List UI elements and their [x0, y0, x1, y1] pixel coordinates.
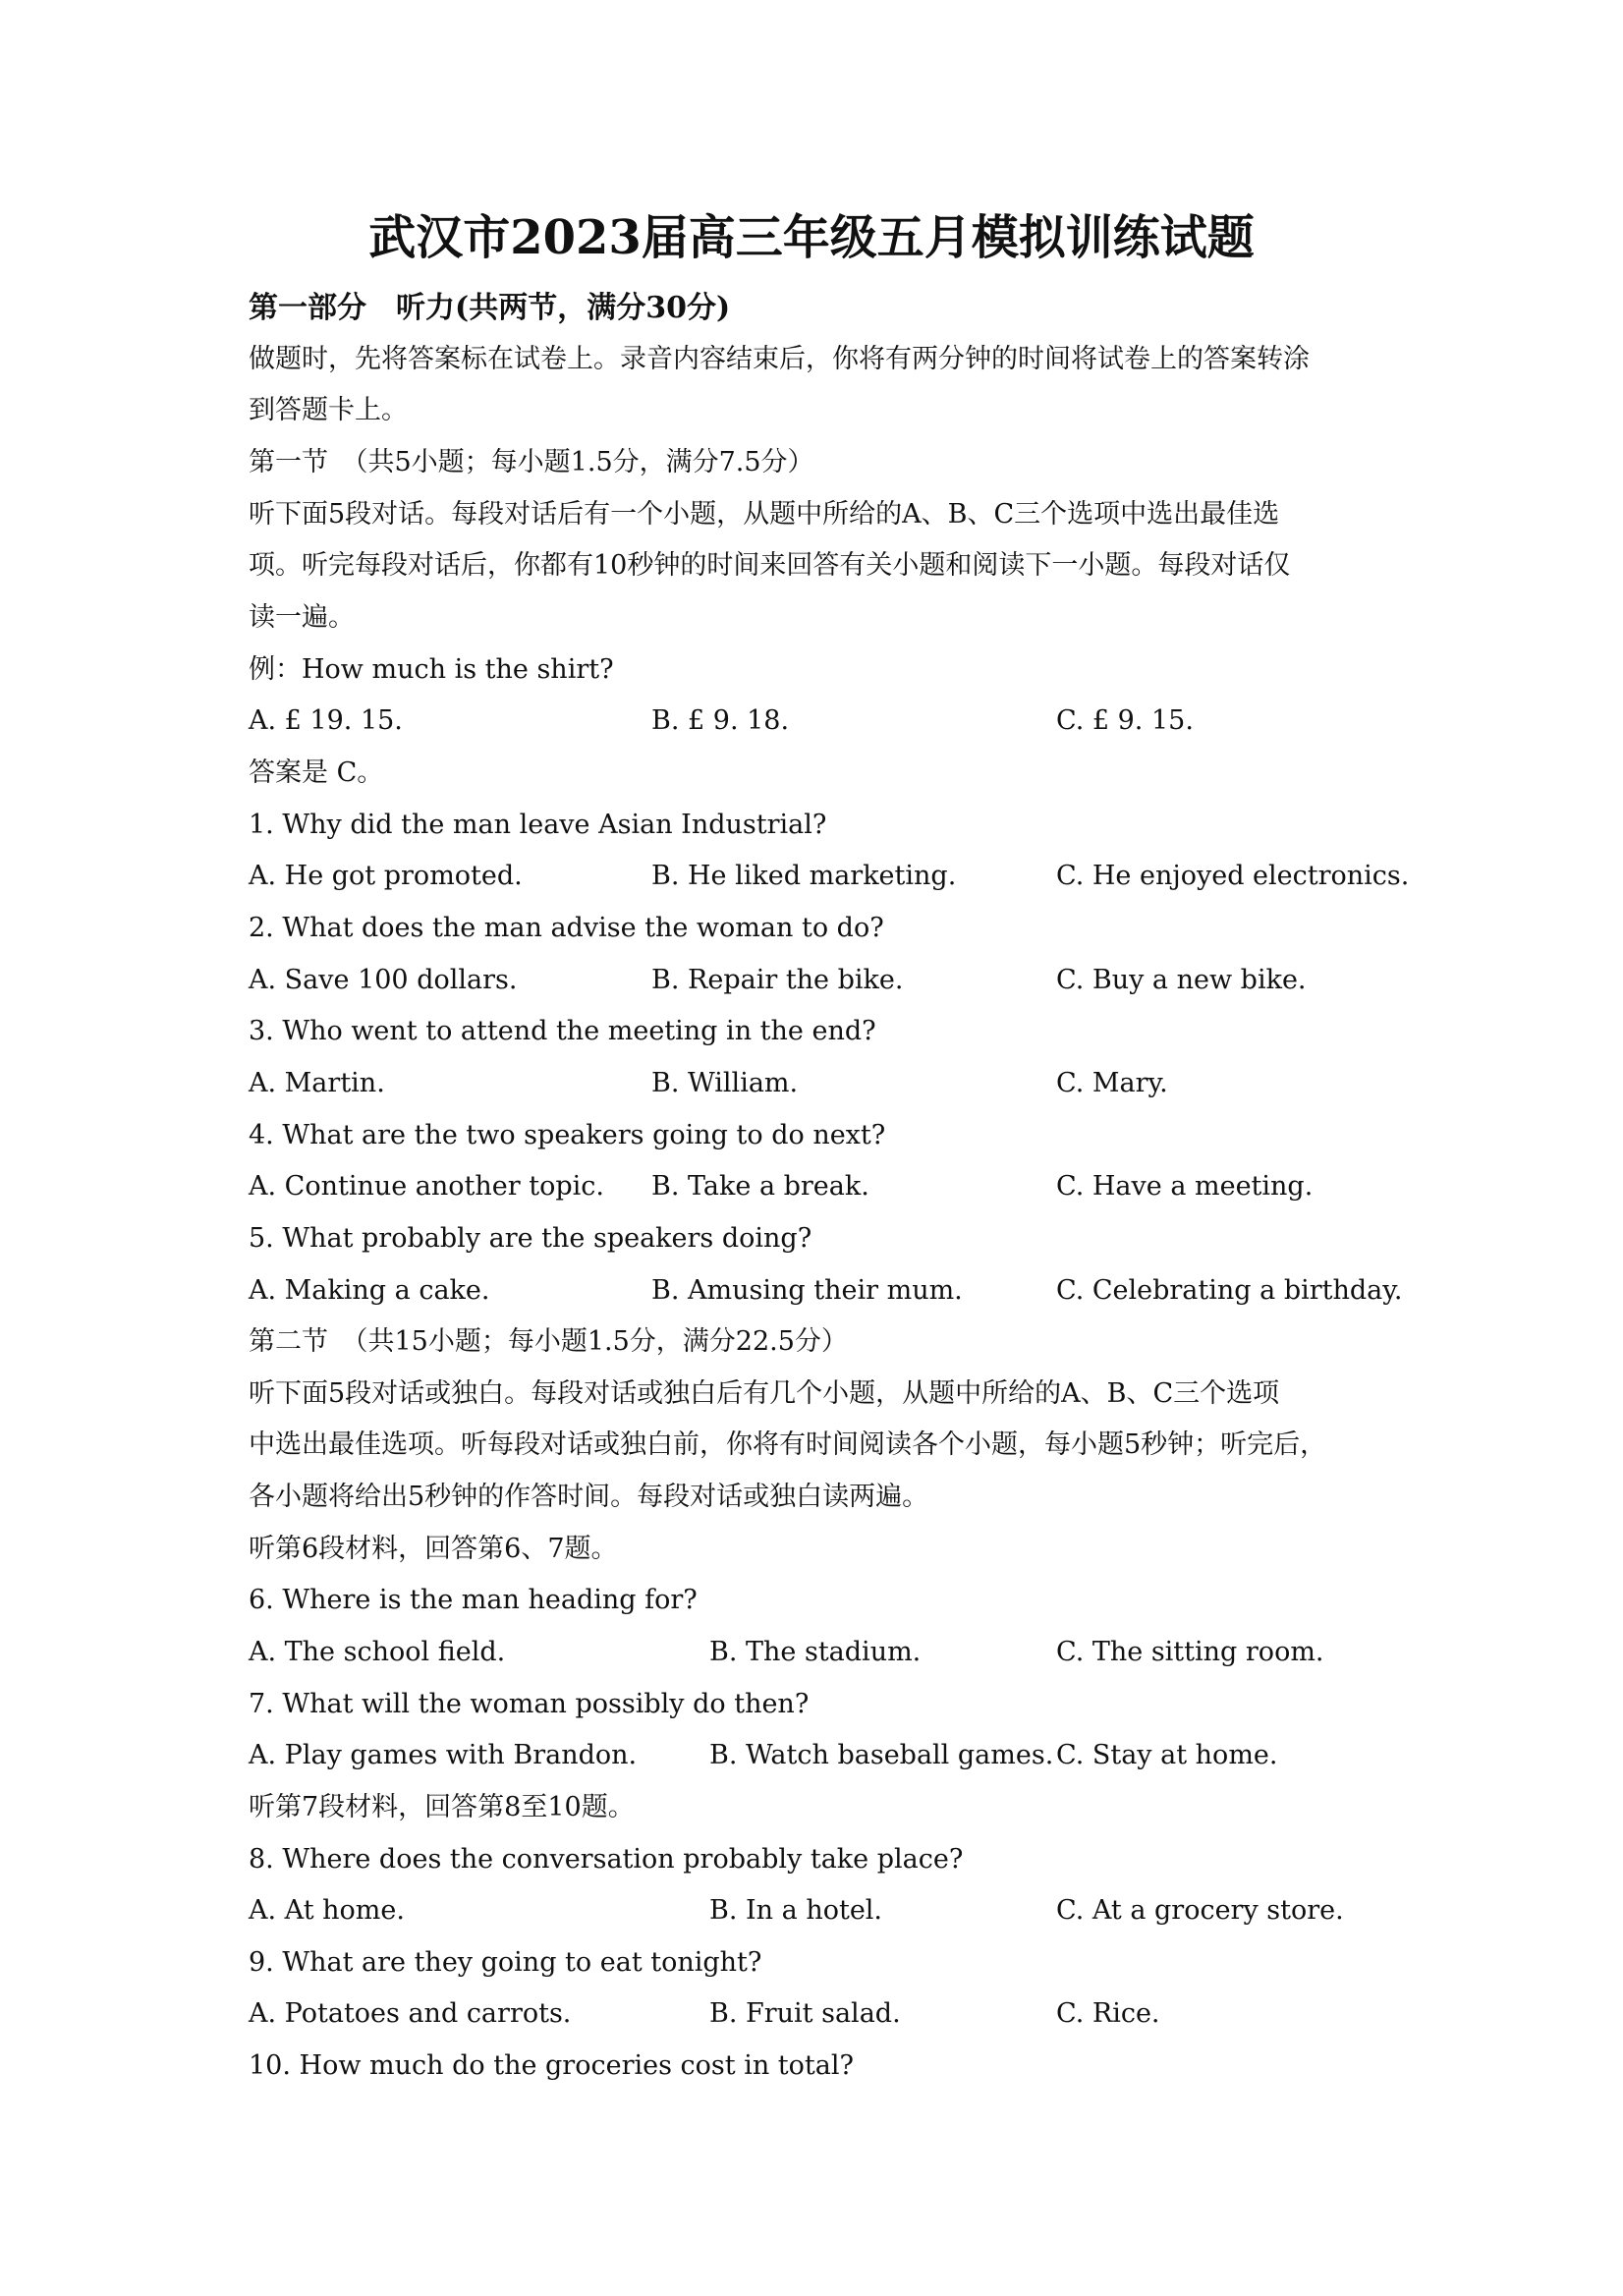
question-7-option-a: A. Play games with Brandon. — [249, 1740, 638, 1770]
section2-directions-3: 各小题将给出5秒钟的作答时间。每段对话或独白读两遍。 — [249, 1482, 929, 1512]
question-5: 5. What probably are the speakers doing? — [249, 1223, 812, 1254]
example-question: 例：How much is the shirt? — [249, 654, 614, 685]
section1-heading: 第一节 （共5小题；每小题1.5分，满分7.5分） — [249, 447, 814, 477]
material-6-label: 听第6段材料，回答第6、7题。 — [249, 1534, 618, 1564]
question-2-option-c: C. Buy a new bike. — [1056, 965, 1307, 995]
question-9-option-b: B. Fruit salad. — [709, 1998, 901, 2029]
instructions-line-2: 到答题卡上。 — [249, 395, 408, 425]
question-9-option-c: C. Rice. — [1056, 1998, 1160, 2029]
example-option-a: A. £ 19. 15. — [249, 705, 403, 736]
question-4-option-a: A. Continue another topic. — [249, 1171, 604, 1202]
question-1-option-b: B. He liked marketing. — [651, 861, 957, 891]
question-2-option-b: B. Repair the bike. — [651, 965, 904, 995]
question-10: 10. How much do the groceries cost in total? — [249, 2050, 854, 2081]
question-9-option-a: A. Potatoes and carrots. — [249, 1998, 572, 2029]
question-6: 6. Where is the man heading for? — [249, 1585, 698, 1615]
section2-directions-2: 中选出最佳选项。听每段对话或独白前，你将有时间阅读各个小题，每小题5秒钟；听完后， — [249, 1429, 1327, 1460]
question-2: 2. What does the man advise the woman to do? — [249, 913, 884, 943]
example-option-b: B. £ 9. 18. — [651, 705, 790, 736]
question-5-option-c: C. Celebrating a birthday. — [1056, 1275, 1403, 1306]
instructions-line-1: 做题时，先将答案标在试卷上。录音内容结束后，你将有两分钟的时间将试卷上的答案转涂 — [249, 344, 1310, 374]
example-answer: 答案是 C。 — [249, 757, 384, 788]
question-6-option-a: A. The school field. — [249, 1637, 506, 1667]
question-4-option-b: B. Take a break. — [651, 1171, 869, 1202]
section2-directions-1: 听下面5段对话或独白。每段对话或独白后有几个小题，从题中所给的A、B、C三个选项 — [249, 1378, 1280, 1409]
section1-directions-1: 听下面5段对话。每段对话后有一个小题，从题中所给的A、B、C三个选项中选出最佳选 — [249, 499, 1280, 530]
question-8: 8. Where does the conversation probably take place? — [249, 1844, 964, 1875]
question-8-option-a: A. At home. — [249, 1895, 405, 1926]
question-1-option-a: A. He got promoted. — [249, 861, 523, 891]
question-4-option-c: C. Have a meeting. — [1056, 1171, 1314, 1202]
question-7-option-b: B. Watch baseball games. — [709, 1740, 1054, 1770]
question-4: 4. What are the two speakers going to do next? — [249, 1120, 886, 1150]
question-1: 1. Why did the man leave Asian Industrial? — [249, 810, 827, 840]
part1-heading: 第一部分 听力(共两节，满分30分) — [249, 291, 731, 325]
question-1-option-c: C. He enjoyed electronics. — [1056, 861, 1410, 891]
question-6-option-b: B. The stadium. — [709, 1637, 922, 1667]
question-8-option-b: B. In a hotel. — [709, 1895, 883, 1926]
section2-heading: 第二节 （共15小题；每小题1.5分，满分22.5分） — [249, 1326, 848, 1357]
question-3-option-b: B. William. — [651, 1068, 799, 1098]
exam-title: 武汉市2023届高三年级五月模拟训练试题 — [368, 210, 1255, 265]
question-7-option-c: C. Stay at home. — [1056, 1740, 1278, 1770]
question-7: 7. What will the woman possibly do then? — [249, 1689, 810, 1719]
question-8-option-c: C. At a grocery store. — [1056, 1895, 1344, 1926]
section1-directions-3: 读一遍。 — [249, 602, 355, 633]
question-3: 3. Who went to attend the meeting in the end? — [249, 1016, 876, 1046]
question-5-option-a: A. Making a cake. — [249, 1275, 490, 1306]
question-2-option-a: A. Save 100 dollars. — [249, 965, 518, 995]
section1-directions-2: 项。听完每段对话后，你都有10秒钟的时间来回答有关小题和阅读下一小题。每段对话仅 — [249, 550, 1291, 581]
question-3-option-c: C. Mary. — [1056, 1068, 1168, 1098]
question-5-option-b: B. Amusing their mum. — [651, 1275, 963, 1306]
question-9: 9. What are they going to eat tonight? — [249, 1947, 762, 1978]
question-3-option-a: A. Martin. — [249, 1068, 385, 1098]
example-option-c: C. £ 9. 15. — [1056, 705, 1194, 736]
question-6-option-c: C. The sitting room. — [1056, 1637, 1324, 1667]
material-7-label: 听第7段材料，回答第8至10题。 — [249, 1792, 635, 1822]
